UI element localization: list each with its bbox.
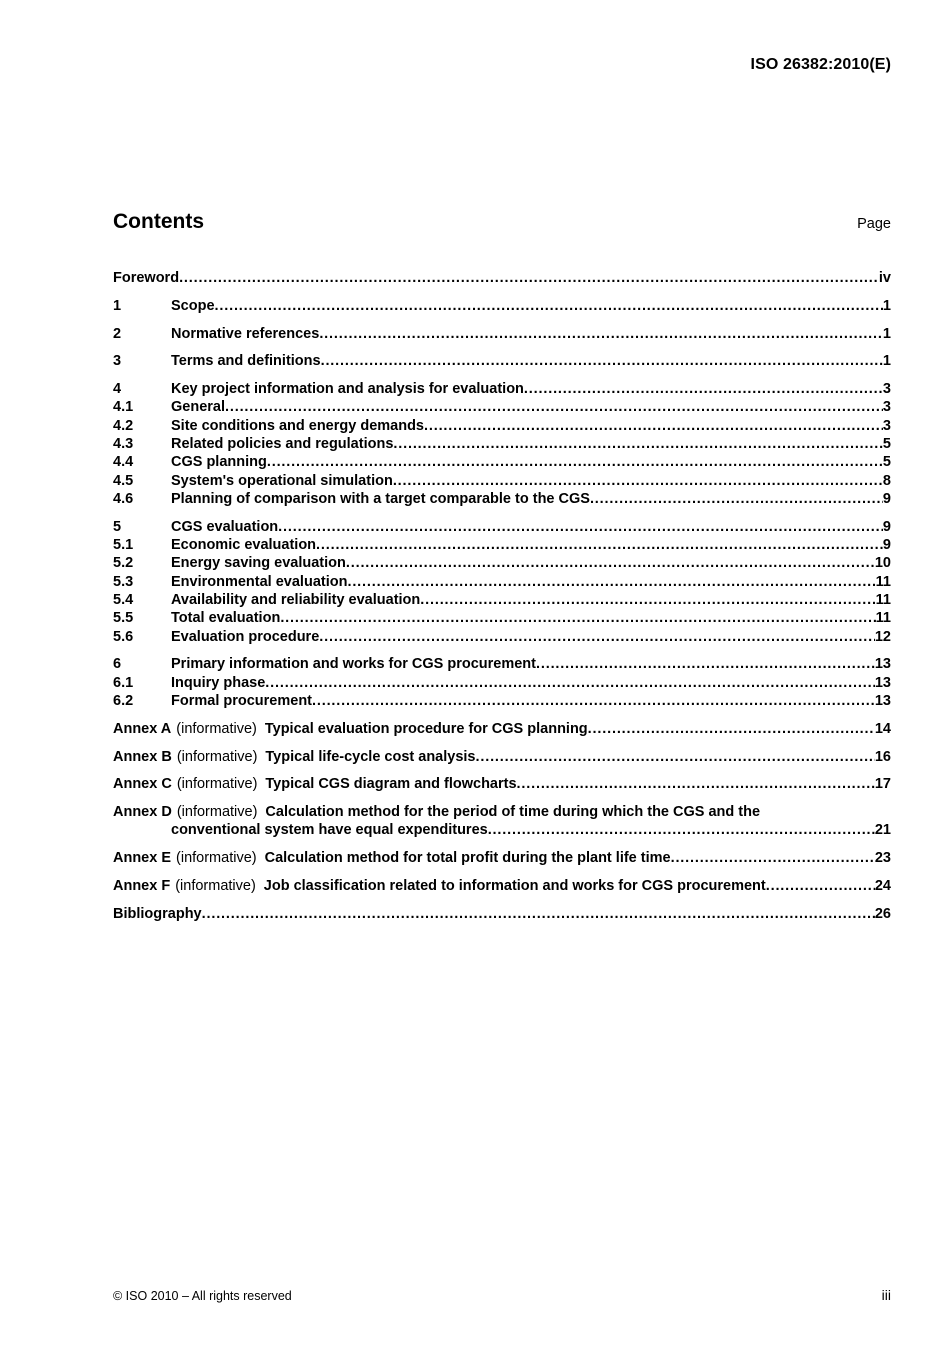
toc-title: Energy saving evaluation — [171, 555, 346, 572]
dot-leader — [321, 352, 883, 370]
toc-entry-3[interactable] — [113, 352, 891, 370]
toc-page: 5 — [882, 454, 891, 471]
dot-leader — [202, 905, 875, 923]
toc-group-annex-a — [113, 720, 891, 738]
toc-number: 4 — [113, 381, 122, 398]
toc-title: Calculation method for the period of time during which the CGS and the — [265, 804, 761, 821]
toc-entry-bibliography[interactable] — [113, 905, 891, 923]
annex-label: Annex A — [113, 720, 172, 737]
toc-title: General — [171, 399, 225, 416]
dot-leader — [215, 297, 883, 315]
toc-title: Typical life-cycle cost analysis — [265, 748, 476, 765]
toc-page: 11 — [875, 591, 891, 608]
toc-entry-5[interactable] — [113, 518, 891, 536]
toc-entry-1[interactable] — [113, 297, 891, 315]
dot-leader — [280, 609, 875, 627]
toc-title: Job classification related to information and works for CGS procurement — [263, 878, 766, 895]
toc-page: 13 — [874, 692, 891, 709]
dot-leader — [393, 435, 883, 453]
toc-entry-5-3[interactable] — [113, 573, 891, 591]
toc-number: 4.4 — [113, 454, 134, 471]
table-of-contents — [113, 269, 891, 933]
toc-entry-annex-d-line1[interactable] — [113, 803, 891, 821]
toc-page: 13 — [874, 656, 891, 673]
toc-entry-4[interactable] — [113, 380, 891, 398]
toc-number: 6.2 — [113, 692, 134, 709]
dot-leader — [671, 849, 875, 867]
toc-title: Related policies and regulations — [171, 436, 394, 453]
toc-page: 9 — [882, 537, 891, 554]
dot-leader — [524, 380, 883, 398]
dot-leader — [316, 536, 883, 554]
toc-title: Foreword — [113, 270, 180, 286]
annex-label: Annex C — [113, 776, 172, 793]
toc-entry-5-6[interactable] — [113, 628, 891, 646]
dot-leader — [265, 674, 875, 692]
dot-leader — [517, 775, 875, 793]
toc-title: Key project information and analysis for evaluation — [171, 381, 524, 398]
dot-leader — [347, 573, 875, 591]
toc-group-1 — [113, 297, 891, 315]
dot-leader — [588, 720, 875, 738]
toc-page: 3 — [882, 417, 891, 434]
toc-entry-annex-b[interactable] — [113, 748, 891, 766]
toc-title: CGS planning — [171, 454, 267, 471]
toc-title: Site conditions and energy demands — [171, 417, 424, 434]
toc-page: 16 — [874, 748, 891, 765]
toc-page: 9 — [882, 518, 891, 535]
toc-page: 9 — [882, 490, 891, 507]
toc-entry-annex-f[interactable] — [113, 877, 891, 895]
page-number: iii — [881, 1287, 891, 1303]
toc-page: 11 — [875, 573, 891, 590]
toc-page: 24 — [874, 878, 891, 895]
toc-entry-4-4[interactable] — [113, 453, 891, 471]
dot-leader — [766, 877, 875, 895]
toc-group-foreword — [113, 269, 891, 287]
toc-page: 1 — [882, 297, 891, 314]
annex-label: Annex D — [113, 804, 172, 821]
toc-entry-annex-a[interactable] — [113, 720, 891, 738]
toc-page: 11 — [875, 610, 891, 627]
toc-entry-annex-c[interactable] — [113, 775, 891, 793]
toc-page: 8 — [882, 472, 891, 489]
toc-title: Inquiry phase — [171, 674, 266, 691]
toc-number: 6 — [113, 656, 122, 673]
toc-page: iv — [878, 270, 891, 286]
dot-leader — [319, 325, 883, 343]
annex-informative: (informative) — [176, 776, 258, 793]
dot-leader — [346, 554, 875, 572]
dot-leader — [476, 748, 875, 766]
toc-title: Typical evaluation procedure for CGS planning — [264, 720, 588, 737]
toc-number: 4.3 — [113, 436, 134, 453]
dot-leader — [590, 490, 883, 508]
toc-title: Availability and reliability evaluation — [171, 591, 421, 608]
dot-leader — [278, 518, 883, 536]
toc-title: Environmental evaluation — [171, 573, 348, 590]
annex-informative: (informative) — [176, 804, 258, 821]
toc-page: 1 — [882, 325, 891, 342]
toc-group-annex-c — [113, 775, 891, 793]
dot-leader — [420, 591, 875, 609]
toc-entry-annex-d-line2[interactable] — [113, 821, 891, 839]
toc-page: 23 — [874, 850, 891, 867]
dot-leader — [536, 655, 875, 673]
toc-entry-4-5[interactable] — [113, 472, 891, 490]
toc-title: Scope — [171, 297, 215, 314]
annex-label: Annex E — [113, 850, 172, 867]
dot-leader — [267, 453, 883, 471]
toc-group-4 — [113, 380, 891, 508]
annex-label: Annex F — [113, 878, 171, 895]
toc-title: Terms and definitions — [171, 353, 321, 370]
dot-leader — [424, 417, 883, 435]
toc-number: 4.6 — [113, 490, 134, 507]
toc-group-annex-d — [113, 803, 891, 840]
toc-page: 13 — [874, 674, 891, 691]
annex-informative: (informative) — [175, 878, 256, 895]
annex-informative: (informative) — [176, 720, 257, 737]
toc-entry-6-1[interactable] — [113, 674, 891, 692]
toc-page: 1 — [882, 353, 891, 370]
toc-entry-6-2[interactable] — [113, 692, 891, 710]
toc-page: 10 — [874, 555, 891, 572]
toc-entry-4-2[interactable] — [113, 417, 891, 435]
toc-number: 5 — [113, 518, 122, 535]
dot-leader — [488, 821, 875, 839]
toc-page: 21 — [874, 822, 891, 839]
toc-group-annex-e — [113, 849, 891, 867]
toc-entry-5-4[interactable] — [113, 591, 891, 609]
toc-group-6 — [113, 655, 891, 710]
toc-entry-4-3[interactable] — [113, 435, 891, 453]
toc-group-2 — [113, 325, 891, 343]
toc-number: 6.1 — [113, 674, 134, 691]
toc-title-continued: conventional system have equal expenditures — [171, 822, 488, 839]
toc-page: 3 — [882, 381, 891, 398]
toc-entry-2[interactable] — [113, 325, 891, 343]
toc-title: Economic evaluation — [171, 537, 317, 554]
toc-page: 17 — [874, 776, 891, 793]
toc-number: 3 — [113, 353, 122, 370]
toc-entry-4-6[interactable] — [113, 490, 891, 508]
toc-entry-5-5[interactable] — [113, 609, 891, 627]
toc-number: 2 — [113, 325, 122, 342]
toc-number: 5.1 — [113, 537, 134, 554]
toc-group-bibliography — [113, 905, 891, 923]
toc-number: 4.1 — [113, 399, 134, 416]
toc-title: CGS evaluation — [171, 518, 279, 535]
toc-title: Primary information and works for CGS procurement — [171, 656, 536, 673]
toc-title: Typical CGS diagram and flowcharts — [265, 776, 517, 793]
toc-title: Total evaluation — [171, 610, 281, 627]
toc-number: 5.6 — [113, 628, 134, 645]
toc-number: 5.5 — [113, 610, 134, 627]
toc-title: Normative references — [171, 325, 320, 342]
document-id: ISO 26382:2010(E) — [750, 56, 891, 73]
toc-number: 1 — [113, 297, 122, 314]
toc-number: 4.2 — [113, 417, 134, 434]
dot-leader — [225, 398, 883, 416]
toc-entry-5-1[interactable] — [113, 536, 891, 554]
toc-title: Calculation method for total profit during the plant life time — [264, 850, 671, 867]
toc-page: 26 — [874, 905, 891, 922]
annex-informative: (informative) — [176, 748, 258, 765]
dot-leader — [319, 628, 875, 646]
toc-entry-foreword[interactable] — [113, 269, 891, 287]
toc-number: 5.4 — [113, 591, 134, 608]
toc-entry-6[interactable] — [113, 655, 891, 673]
toc-group-3 — [113, 352, 891, 370]
toc-page: 14 — [874, 720, 891, 737]
toc-number: 5.2 — [113, 555, 134, 572]
toc-title: Bibliography — [113, 905, 202, 922]
copyright-notice: © ISO 2010 – All rights reserved — [113, 1289, 292, 1303]
toc-number: 5.3 — [113, 573, 134, 590]
toc-entry-annex-e[interactable] — [113, 849, 891, 867]
toc-group-5 — [113, 518, 891, 646]
toc-number: 4.5 — [113, 472, 134, 489]
dot-leader — [393, 472, 883, 490]
dot-leader — [312, 692, 875, 710]
toc-title: System's operational simulation — [171, 472, 393, 489]
contents-heading: Contents — [113, 210, 204, 233]
toc-title: Evaluation procedure — [171, 628, 320, 645]
toc-page: 12 — [874, 628, 891, 645]
toc-entry-5-2[interactable] — [113, 554, 891, 572]
toc-page: 3 — [882, 399, 891, 416]
dot-leader — [179, 269, 879, 287]
annex-informative: (informative) — [176, 850, 257, 867]
toc-group-annex-b — [113, 748, 891, 766]
page-column-label: Page — [857, 216, 891, 232]
toc-entry-4-1[interactable] — [113, 398, 891, 416]
toc-group-annex-f — [113, 877, 891, 895]
toc-title: Planning of comparison with a target comparable to the CGS — [171, 490, 590, 507]
annex-label: Annex B — [113, 748, 172, 765]
toc-page: 5 — [882, 436, 891, 453]
toc-title: Formal procurement — [171, 692, 312, 709]
